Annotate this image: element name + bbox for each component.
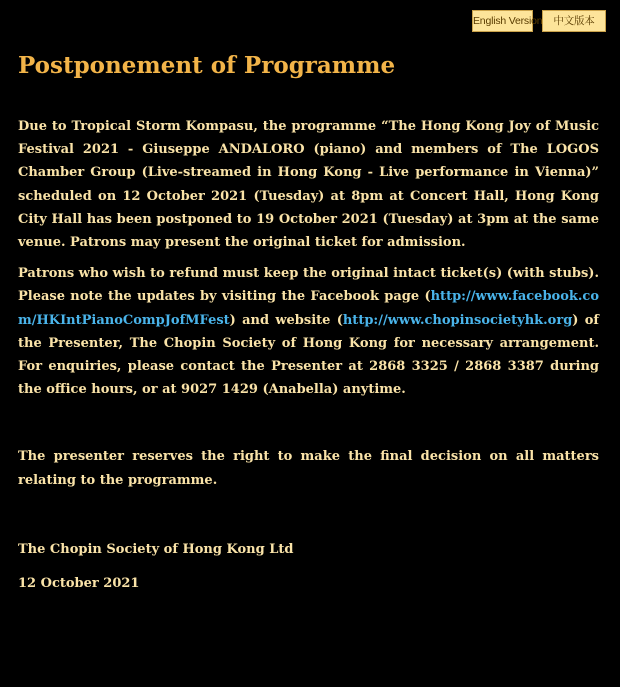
storm-notice-paragraph: Due to Tropical Storm Kompasu, the programme “The Hong Kong Joy of Music Festival 2021 - Giuseppe ANDALORO (piano) and members of The LOGOS Chamber Group (Live-streamed in Hong Kong - Live performance in Vienna)” scheduled on 12 October 2021 (Tuesday) at 8pm at Concert Hall, Hong Kong City Hall has been postponed to 19 October 2021 (Tuesday) at 3pm at the same venue. Patrons may present the original ticket for admission.: [18, 119, 599, 251]
refund-text-c: ) of the Presenter, The Chopin Society of Hong Kong for necessary arrangement. For enquiries, please contact the Presenter at 2868 3325 / 2868 3387 during the office hours, or at 9027 1429 (Anabella) anytime.: [18, 312, 599, 398]
website-link[interactable]: http://www.chopinsocietyhk.org: [342, 312, 573, 328]
facebook-link[interactable]: http://www.facebook.com/HKIntPianoCompJofMFest: [18, 289, 599, 328]
disclaimer-paragraph: The presenter reserves the right to make the final decision on all matters relating to the programme.: [18, 449, 599, 488]
language-switcher: [472, 10, 606, 32]
refund-text-b: ) and website (: [229, 312, 343, 328]
page-title: Postponement of Programme: [18, 52, 396, 79]
refund-paragraph: [18, 262, 599, 401]
notice-date: 12 October 2021: [18, 576, 140, 592]
refund-text-a: Patrons who wish to refund must keep the original intact ticket(s) (with stubs). Please note the updates by visiting the Facebook page (: [18, 266, 599, 305]
english-version-button[interactable]: English Version: [472, 10, 533, 32]
notice-content: [18, 46, 599, 595]
chinese-version-button[interactable]: 中文版本: [542, 10, 606, 32]
signature: The Chopin Society of Hong Kong Ltd: [18, 541, 294, 557]
